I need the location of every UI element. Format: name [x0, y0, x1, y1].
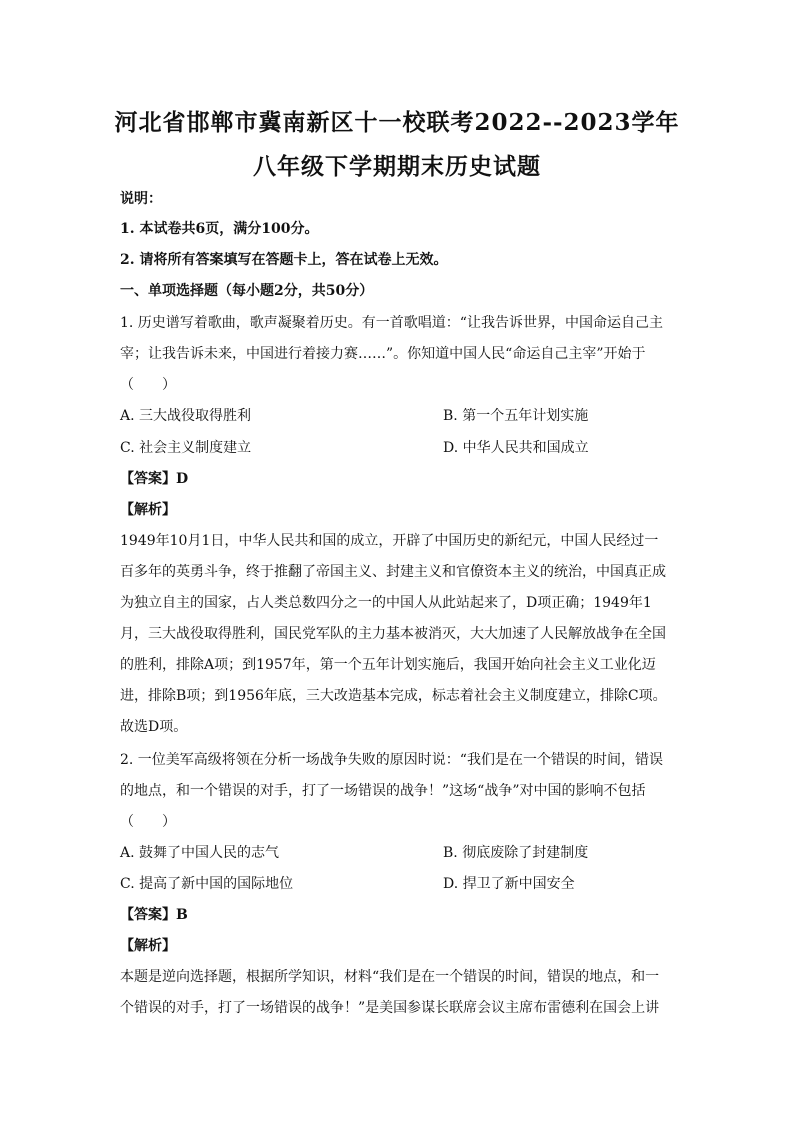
notes-item-2: 2. 请将所有答案填写在答题卡上，答在试卷上无效。 [120, 252, 448, 268]
exam-title-line1: 河北省邯郸市冀南新区十一校联考2022--2023学年 [114, 109, 680, 136]
q1-analysis-line3: 为独立自主的国家，占人类总数四分之一的中国人从此站起来了，D项正确；1949年1 [120, 595, 652, 611]
notes-item-1: 1. 本试卷共6页，满分100分。 [120, 221, 319, 237]
q2-answer: 【答案】B [120, 907, 188, 923]
q1-option-a: A. 三大战役取得胜利 [120, 408, 252, 424]
q1-analysis-line5: 的胜利，排除A项；到1957年，第一个五年计划实施后，我国开始向社会主义工业化迈 [120, 657, 656, 673]
q2-stem-line1: 2. 一位美军高级将领在分析一场战争失败的原因时说：“我们是在一个错误的时间，错误 [120, 752, 663, 768]
q1-answer: 【答案】D [120, 471, 189, 487]
q2-analysis-label: 【解析】 [120, 938, 176, 954]
q1-analysis-line2: 百多年的英勇斗争，终于推翻了帝国主义、封建主义和官僚资本主义的统治，中国真正成 [120, 564, 666, 580]
q2-option-d: D. 捍卫了新中国安全 [443, 876, 575, 892]
q1-analysis-line7: 故选D项。 [120, 719, 188, 735]
notes-heading: 说明： [120, 191, 162, 207]
q1-option-b: B. 第一个五年计划实施 [443, 408, 589, 424]
exam-title-line2: 八年级下学期期末历史试题 [253, 153, 541, 180]
q2-analysis-line1: 本题是逆向选择题，根据所学知识，材料“我们是在一个错误的时间，错误的地点，和一 [120, 969, 660, 985]
q1-analysis-line4: 月，三大战役取得胜利，国民党军队的主力基本被消灭，大大加速了人民解放战争在全国 [120, 626, 666, 642]
q2-option-c: C. 提高了新中国的国际地位 [120, 876, 294, 892]
q1-stem-line2: 宰；让我告诉未来，中国进行着接力赛……”。你知道中国人民“命运自己主宰”开始于 [120, 346, 646, 362]
q2-option-b: B. 彻底废除了封建制度 [443, 845, 589, 861]
q1-analysis-label: 【解析】 [120, 502, 176, 518]
section-heading: 一、单项选择题（每小题2分，共50分） [120, 283, 374, 299]
q2-stem-line2: 的地点，和一个错误的对手，打了一场错误的战争！”这场“战争”对中国的影响不包括 [120, 783, 646, 799]
q1-option-c: C. 社会主义制度建立 [120, 440, 252, 456]
q1-analysis-line1: 1949年10月1日，中华人民共和国的成立，开辟了中国历史的新纪元，中国人民经过一 [120, 533, 659, 549]
q2-option-a: A. 鼓舞了中国人民的志气 [120, 845, 280, 861]
q2-stem-line3: （ ） [120, 814, 176, 830]
q1-analysis-line6: 进，排除B项；到1956年底，三大改造基本完成，标志着社会主义制度建立，排除C项。 [120, 688, 667, 704]
q1-option-d: D. 中华人民共和国成立 [443, 440, 589, 456]
q2-analysis-line2: 个错误的对手，打了一场错误的战争！”是美国参谋长联席会议主席布雷德利在国会上讲 [120, 1000, 660, 1016]
q1-stem-line1: 1. 历史谱写着歌曲，歌声凝聚着历史。有一首歌唱道：“让我告诉世界，中国命运自己主 [120, 315, 663, 331]
q1-stem-line3: （ ） [120, 377, 176, 393]
